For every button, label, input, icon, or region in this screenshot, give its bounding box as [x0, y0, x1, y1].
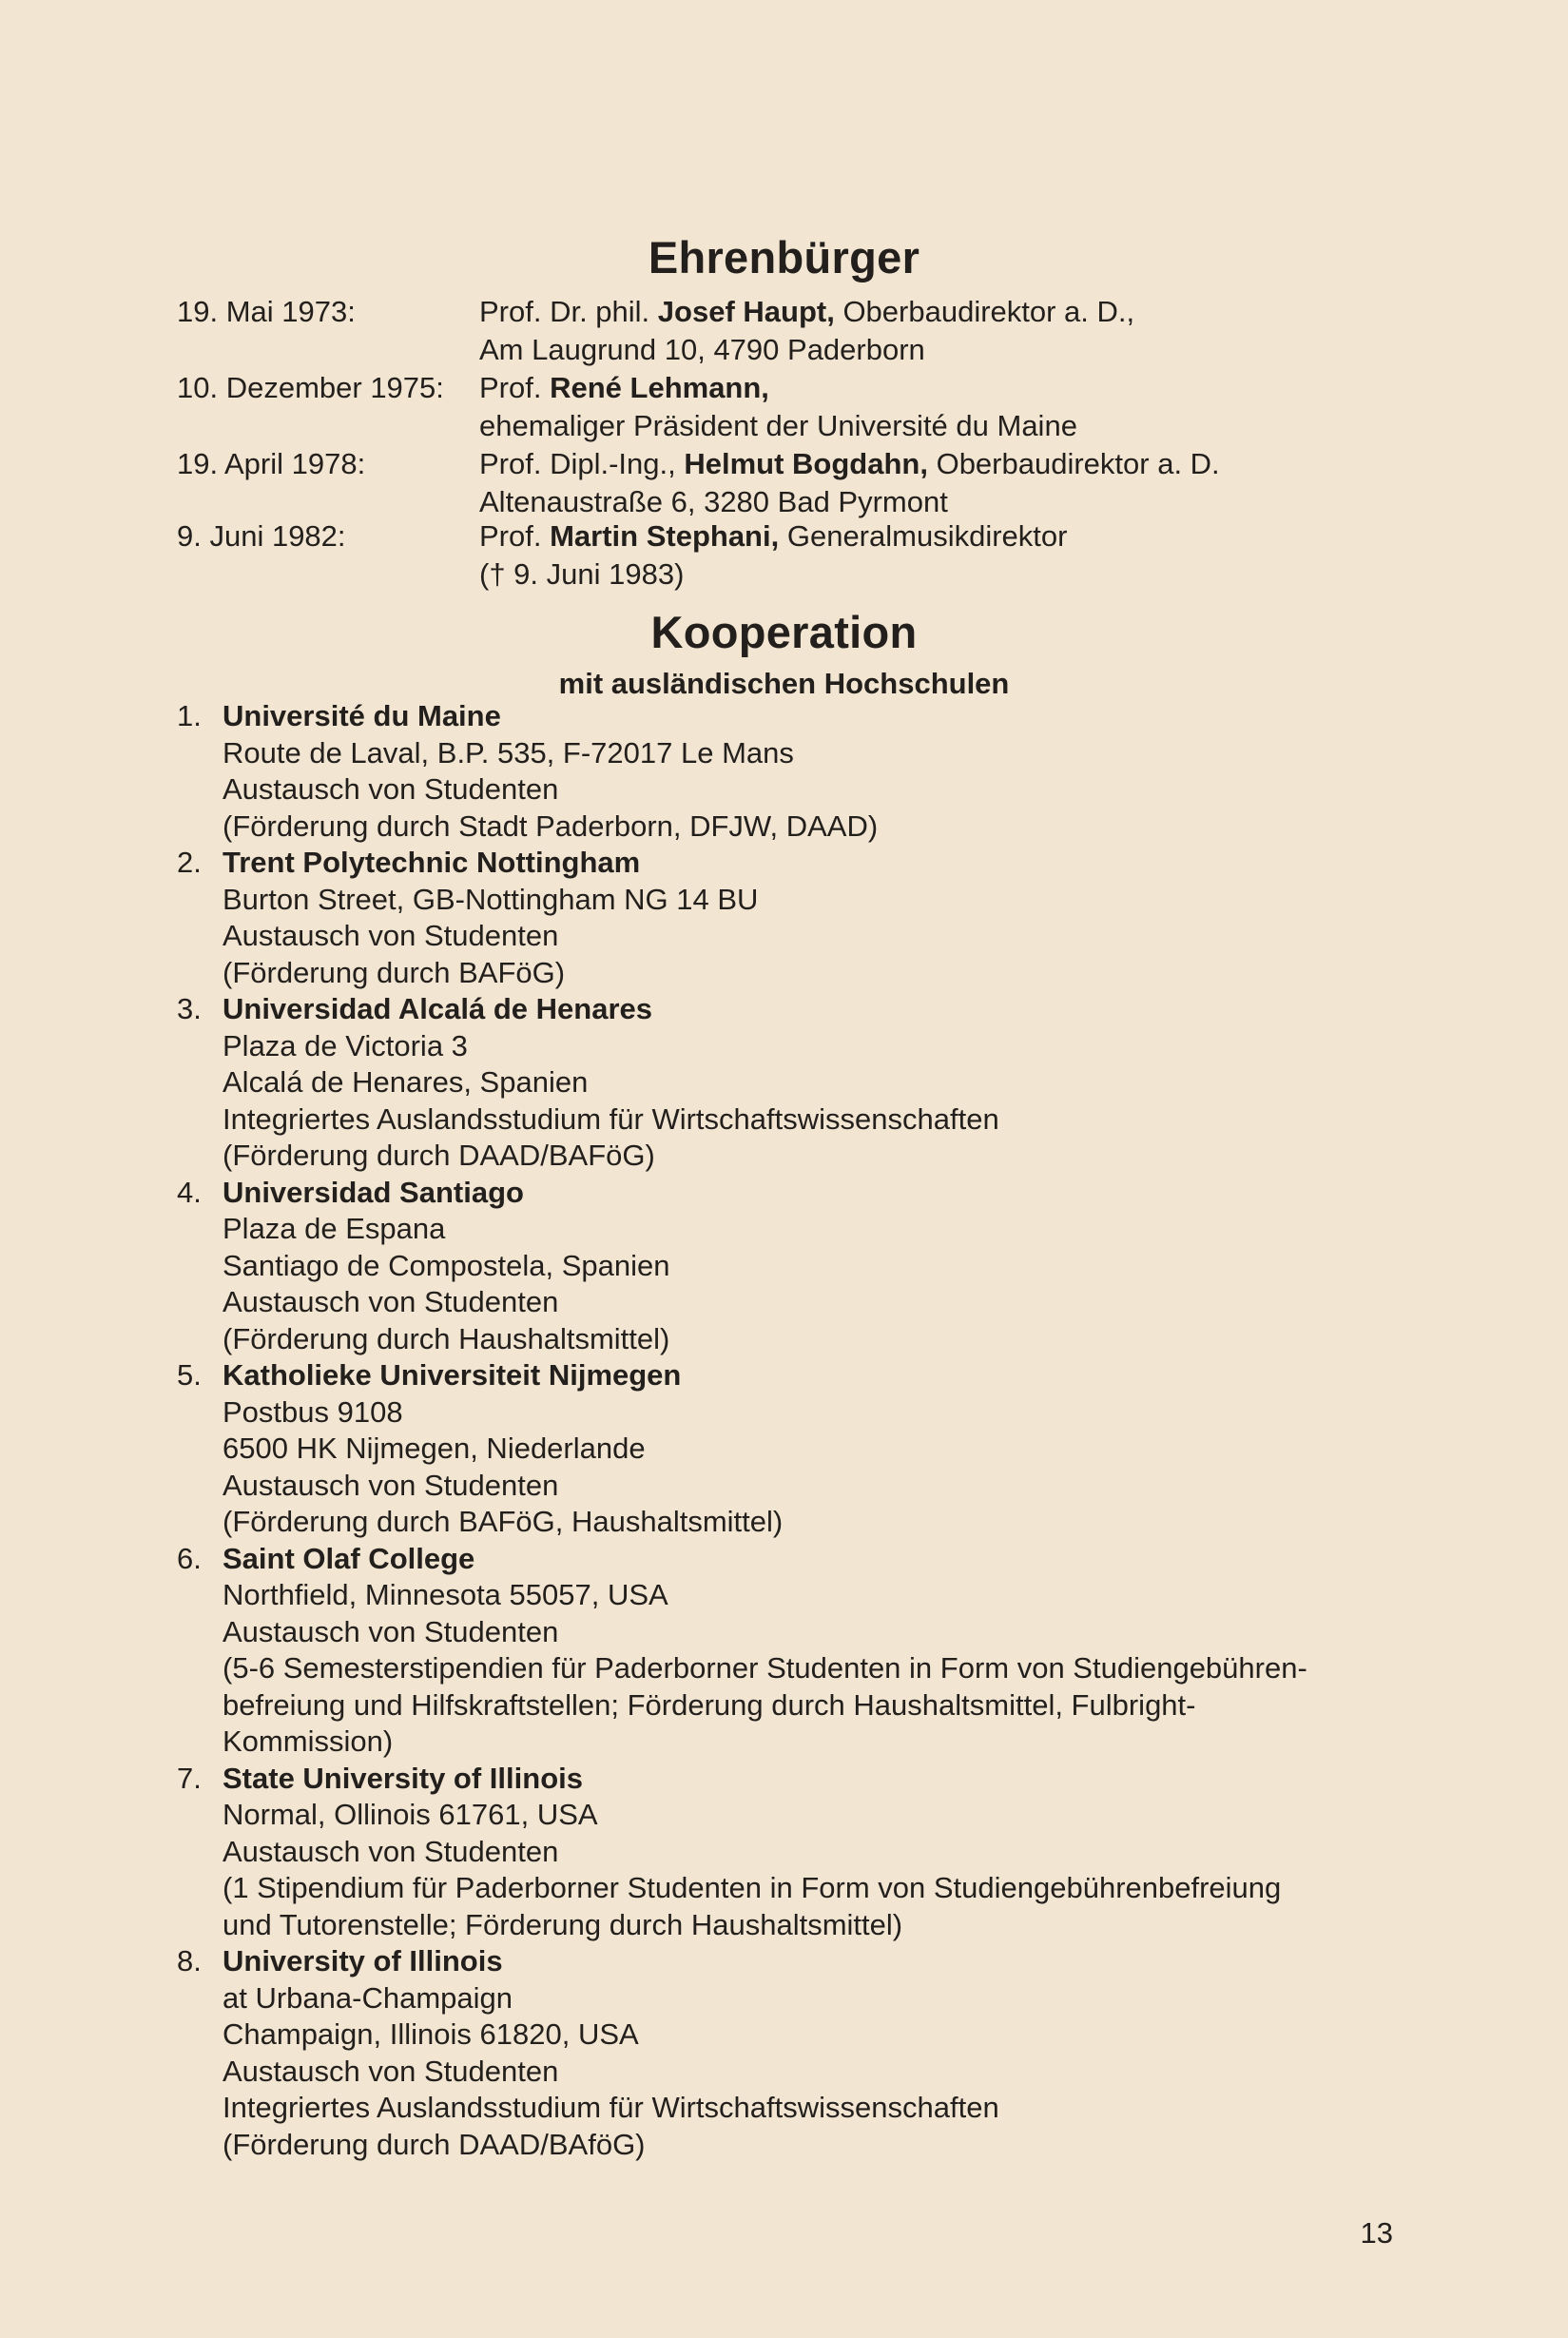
honor-suffix: Oberbaudirektor a. D. [927, 447, 1220, 480]
honor-date: 19. April 1978: [177, 447, 366, 480]
entry-line: Austausch von Studenten [223, 2054, 559, 2088]
list-item [177, 1943, 1413, 2163]
cooperation-list [177, 698, 1413, 2163]
honor-suffix: Oberbaudirektor a. D., [834, 295, 1135, 328]
entry-line: Alcalá de Henares, Spanien [223, 1065, 589, 1099]
honor-prefix: Prof. Dr. phil. [479, 295, 658, 328]
entry-line: Burton Street, GB-Nottingham NG 14 BU [223, 882, 759, 916]
entry-line: Kommission) [223, 1724, 394, 1758]
page-number: 13 [1360, 2216, 1393, 2250]
list-item [177, 1357, 1413, 1541]
honor-date: 9. Juni 1982: [177, 519, 346, 553]
list-item [177, 845, 1413, 991]
entry-line: befreiung und Hilfskraftstellen; Förderung durch Haushaltsmittel, Fulbright- [223, 1687, 1196, 1722]
list-item-number: 3. [177, 992, 202, 1025]
entry-line: (Förderung durch Haushaltsmittel) [223, 1321, 670, 1355]
entry-line: Santiago de Compostela, Spanien [223, 1248, 670, 1282]
entry-line: und Tutorenstelle; Förderung durch Haushaltsmittel) [223, 1907, 903, 1941]
entry-line: Plaza de Victoria 3 [223, 1028, 468, 1062]
list-item [177, 1175, 1413, 1358]
ehrenbuerger-heading: Ehrenbürger [648, 232, 920, 283]
entry-line: (Förderung durch BAFöG, Haushaltsmittel) [223, 1505, 784, 1538]
kooperation-subheading: mit ausländischen Hochschulen [558, 667, 1010, 700]
honor-detail: Altenaustraße 6, 3280 Bad Pyrmont [479, 485, 948, 518]
list-item-number: 1. [177, 699, 202, 732]
entry-line: Route de Laval, B.P. 535, F-72017 Le Mans [223, 735, 794, 770]
list-item [177, 698, 1413, 845]
entry-line: Austausch von Studenten [223, 1834, 559, 1868]
entry-line: Integriertes Auslandsstudium für Wirtschaftswissenschaften [223, 1101, 999, 1136]
honor-date: 10. Dezember 1975: [177, 371, 444, 404]
list-item [177, 1541, 1413, 1761]
entry-line: Austausch von Studenten [223, 1468, 559, 1502]
entry-line: Champaign, Illinois 61820, USA [223, 2017, 639, 2051]
entry-line: (1 Stipendium für Paderborner Studenten in Form von Studiengebührenbefreiung [223, 1871, 1282, 1904]
list-item-number: 5. [177, 1358, 202, 1392]
entry-line: Postbus 9108 [223, 1394, 403, 1429]
entry-line: (5-6 Semesterstipendien für Paderborner Studenten in Form von Studiengebühren- [223, 1651, 1307, 1685]
honor-name: René Lehmann, [550, 371, 769, 404]
institution-name: Universidad Alcalá de Henares [223, 992, 652, 1025]
list-item-number: 6. [177, 1541, 202, 1575]
honor-prefix: Prof. [479, 519, 551, 553]
honor-date: 19. Mai 1973: [177, 295, 356, 328]
entry-line: Integriertes Auslandsstudium für Wirtschaftswissenschaften [223, 2091, 999, 2124]
honor-name: Martin Stephani, [550, 519, 780, 553]
honor-detail: Am Laugrund 10, 4790 Paderborn [479, 333, 925, 366]
list-item-number: 2. [177, 846, 202, 879]
list-item [177, 991, 1413, 1175]
entry-line: (Förderung durch Stadt Paderborn, DFJW, DAAD) [223, 809, 879, 843]
honor-prefix: Prof. [479, 371, 551, 404]
list-item-number: 4. [177, 1175, 202, 1209]
entry-line: 6500 HK Nijmegen, Niederlande [223, 1432, 646, 1465]
entry-line: Normal, Ollinois 61761, USA [223, 1798, 598, 1831]
institution-name: State University of Illinois [223, 1761, 583, 1795]
kooperation-heading: Kooperation [650, 607, 918, 657]
entry-line: Austausch von Studenten [223, 1285, 559, 1318]
honor-name: Helmut Bogdahn, [684, 447, 928, 480]
entry-line: at Urbana-Champaign [223, 1980, 513, 2015]
entry-line: (Förderung durch DAAD/BAFöG) [223, 1139, 655, 1172]
honor-name: Josef Haupt, [657, 295, 835, 328]
entry-line: Austausch von Studenten [223, 772, 559, 806]
honor-suffix: Generalmusikdirektor [779, 519, 1068, 553]
list-item [177, 1761, 1413, 1944]
entry-line: (Förderung durch BAFöG) [223, 955, 566, 989]
honor-detail: († 9. Juni 1983) [479, 557, 685, 591]
honor-detail: ehemaliger Präsident der Université du Maine [479, 409, 1077, 442]
entry-line: (Förderung durch DAAD/BAfӧG) [223, 2127, 646, 2161]
institution-name: Saint Olaf College [223, 1541, 475, 1575]
list-item-number: 8. [177, 1944, 202, 1978]
institution-name: Université du Maine [223, 699, 501, 732]
honor-prefix: Prof. Dipl.-Ing., [479, 447, 685, 480]
institution-name: Trent Polytechnic Nottingham [223, 846, 641, 879]
institution-name: Universidad Santiago [223, 1175, 524, 1209]
entry-line: Plaza de Espana [223, 1212, 446, 1245]
list-item-number: 7. [177, 1761, 202, 1795]
institution-name: University of Illinois [223, 1944, 503, 1978]
institution-name: Katholieke Universiteit Nijmegen [223, 1358, 682, 1392]
entry-line: Austausch von Studenten [223, 1614, 559, 1648]
entry-line: Northfield, Minnesota 55057, USA [223, 1578, 668, 1611]
entry-line: Austausch von Studenten [223, 919, 559, 952]
